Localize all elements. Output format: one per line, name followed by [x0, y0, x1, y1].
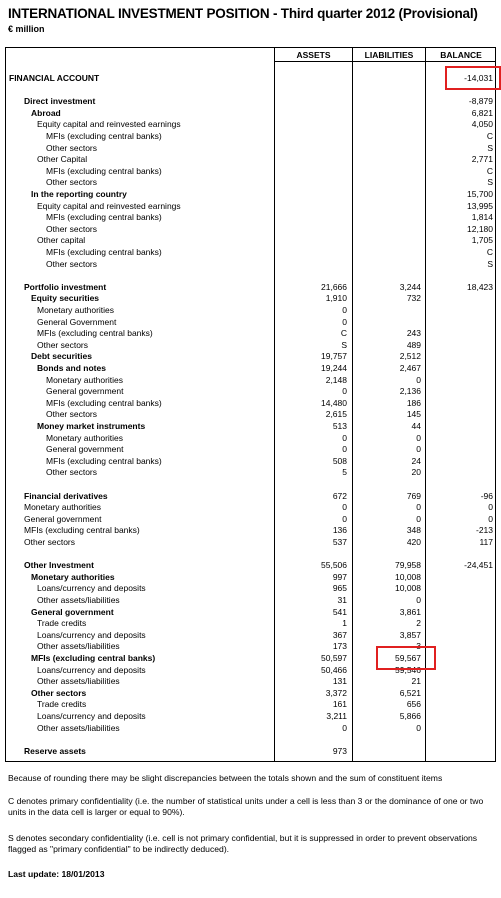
cell-balance: 0	[488, 502, 493, 513]
row-label: Other sectors	[46, 467, 98, 478]
investment-table	[5, 47, 496, 762]
cell-assets: 367	[332, 629, 347, 640]
row-label: Other sectors	[46, 409, 98, 420]
cell-liabilities: 2,136	[399, 386, 421, 397]
table-row	[6, 502, 495, 514]
row-label: Portfolio investment	[24, 281, 107, 292]
cell-assets: 0	[342, 722, 347, 733]
cell-assets: 0	[342, 444, 347, 455]
row-label: Abroad	[31, 107, 61, 118]
cell-liabilities: 0	[416, 432, 421, 443]
cell-liabilities: 0	[416, 595, 421, 605]
spacer-row	[6, 549, 495, 561]
cell-assets: 0	[342, 432, 347, 443]
cell-assets: 19,244	[321, 363, 347, 373]
cell-liabilities: 769	[406, 490, 421, 501]
cell-liabilities: 0	[416, 722, 421, 733]
row-label: MFIs (excluding central banks)	[46, 165, 162, 176]
row-label: Other sectors	[46, 142, 98, 153]
row-label: MFIs (excluding central banks)	[31, 653, 156, 663]
cell-liabilities: 2,512	[399, 351, 421, 362]
row-label: Bonds and notes	[37, 363, 106, 373]
table-row	[6, 351, 495, 363]
cell-liabilities: 21	[411, 676, 421, 687]
cell-assets: 997	[332, 571, 347, 582]
row-label: MFIs (excluding central banks)	[46, 247, 162, 257]
row-label: Other Investment	[24, 560, 94, 571]
cell-liabilities: 0	[416, 513, 421, 524]
row-label: Other assets/liabilities	[37, 722, 120, 733]
table-row	[6, 491, 495, 503]
cell-balance: 0	[488, 513, 493, 524]
cell-balance: C	[486, 165, 493, 176]
row-label: MFIs (excluding central banks)	[46, 455, 162, 466]
table-row	[6, 177, 495, 189]
row-label: MFIs (excluding central banks)	[46, 212, 162, 223]
row-label: Other sectors	[31, 687, 87, 698]
row-label: Money market instruments	[37, 421, 146, 431]
confidentiality-s-note: S denotes secondary confidentiality (i.e. cell is not primary confidential, but it is suppressed in order to prevent observations flagged as "primary confidential" to be indirectly deduced).	[8, 833, 478, 854]
cell-balance: 12,180	[467, 223, 493, 234]
cell-assets: 973	[332, 745, 347, 756]
cell-balance: -213	[475, 525, 493, 536]
cell-assets: 173	[332, 641, 347, 652]
cell-balance: 1,814	[471, 212, 493, 223]
row-label: Other sectors	[37, 339, 89, 350]
cell-assets: 55,506	[321, 560, 347, 571]
cell-assets: 50,597	[321, 653, 347, 663]
table-row	[6, 595, 495, 607]
table-row	[6, 212, 495, 224]
cell-liabilities: 3	[416, 641, 421, 652]
table-row	[6, 108, 495, 120]
cell-assets: 14,480	[321, 397, 347, 408]
col-header-liabilities: LIABILITIES	[364, 50, 414, 60]
row-label: In the reporting country	[31, 189, 127, 199]
cell-assets: 50,466	[321, 664, 347, 675]
table-row	[6, 73, 495, 85]
cell-liabilities: 6,521	[399, 687, 421, 698]
row-label: Financial derivatives	[24, 490, 108, 501]
row-label: Loans/currency and deposits	[37, 711, 146, 721]
cell-balance: S	[487, 177, 493, 188]
row-label: Direct investment	[24, 96, 96, 107]
cell-liabilities: 186	[406, 397, 421, 408]
row-label: Monetary authorities	[31, 571, 115, 582]
cell-liabilities: 732	[406, 293, 421, 304]
table-row	[6, 467, 495, 479]
row-label: Monetary authorities	[24, 502, 102, 513]
table-row	[6, 525, 495, 537]
table-row	[6, 560, 495, 572]
table-row	[6, 282, 495, 294]
row-label: Other sectors	[46, 177, 98, 188]
cell-assets: 0	[342, 502, 347, 513]
row-label: Loans/currency and deposits	[37, 664, 146, 675]
row-label: MFIs (excluding central banks)	[24, 525, 140, 536]
cell-assets: 1,910	[325, 293, 347, 304]
cell-balance: 1,705	[471, 235, 493, 246]
cell-liabilities: 59,567	[395, 653, 421, 663]
table-row	[6, 259, 495, 271]
row-label: General Government	[37, 316, 117, 327]
table-row	[6, 398, 495, 410]
cell-assets: C	[340, 328, 347, 339]
row-label: Other assets/liabilities	[37, 676, 120, 687]
row-label: Monetary authorities	[46, 374, 124, 385]
cell-assets: 131	[332, 676, 347, 687]
table-row	[6, 235, 495, 247]
table-row	[6, 96, 495, 108]
cell-assets: 537	[332, 537, 347, 547]
row-label: Debt securities	[31, 351, 92, 362]
row-label: MFIs (excluding central banks)	[37, 328, 153, 339]
cell-assets: 0	[342, 386, 347, 397]
cell-assets: 2,148	[325, 374, 347, 385]
table-row	[6, 247, 495, 259]
cell-liabilities: 3,861	[399, 606, 421, 617]
cell-balance: -24,451	[464, 560, 493, 571]
cell-liabilities: 3,244	[399, 281, 421, 292]
cell-liabilities: 0	[416, 374, 421, 385]
row-label: Trade credits	[37, 699, 87, 710]
cell-balance: 117	[479, 537, 493, 547]
table-row	[6, 583, 495, 595]
table-row	[6, 166, 495, 178]
table-row	[6, 607, 495, 619]
row-label: General government	[46, 386, 124, 397]
last-update: Last update: 18/01/2013	[8, 869, 105, 879]
row-label: Equity securities	[31, 293, 100, 304]
cell-assets: 0	[342, 305, 347, 315]
row-label: General government	[31, 606, 114, 617]
table-row	[6, 201, 495, 213]
table-row	[6, 746, 495, 758]
highlight-box	[376, 646, 436, 670]
cell-assets: 31	[337, 595, 347, 605]
table-row	[6, 699, 495, 711]
cell-liabilities: 0	[416, 444, 421, 455]
rounding-note: Because of rounding there may be slight discrepancies between the totals shown and the sum of constituent items	[8, 773, 443, 783]
cell-balance: 15,700	[467, 189, 493, 199]
cell-liabilities: 79,958	[395, 560, 421, 571]
table-row	[6, 572, 495, 584]
page-title: INTERNATIONAL INVESTMENT POSITION - Third quarter 2012 (Provisional)	[8, 6, 478, 21]
cell-assets: 508	[332, 455, 347, 466]
cell-balance: -96	[480, 490, 493, 501]
row-label: MFIs (excluding central banks)	[46, 397, 162, 408]
cell-assets: 541	[332, 606, 347, 617]
table-row	[6, 143, 495, 155]
table-row	[6, 189, 495, 201]
row-label: General government	[46, 444, 124, 455]
cell-assets: 1	[342, 618, 347, 629]
row-label: General government	[24, 513, 102, 524]
cell-liabilities: 145	[406, 409, 421, 420]
row-label: Other Capital	[37, 154, 88, 165]
row-label: Equity capital and reinvested earnings	[37, 200, 181, 211]
cell-assets: 3,211	[326, 711, 347, 721]
cell-balance: 13,995	[467, 200, 493, 211]
cell-assets: 965	[332, 583, 347, 594]
table-row	[6, 618, 495, 630]
cell-assets: 5	[342, 467, 347, 478]
cell-assets: 672	[332, 490, 347, 501]
table-row	[6, 154, 495, 166]
table-row	[6, 514, 495, 526]
cell-assets: 513	[332, 421, 347, 431]
table-row	[6, 375, 495, 387]
row-label: Loans/currency and deposits	[37, 583, 146, 594]
spacer-row	[6, 734, 495, 746]
row-label: Loans/currency and deposits	[37, 629, 146, 640]
row-label: Trade credits	[37, 618, 87, 629]
col-header-assets: ASSETS	[296, 50, 331, 60]
row-label: MFIs (excluding central banks)	[46, 131, 162, 141]
table-row	[6, 676, 495, 688]
table-row	[6, 444, 495, 456]
table-row	[6, 456, 495, 468]
table-row	[6, 317, 495, 329]
table-row	[6, 723, 495, 735]
table-row	[6, 328, 495, 340]
cell-liabilities: 10,008	[395, 571, 421, 582]
cell-liabilities: 2	[416, 618, 421, 629]
table-row	[6, 119, 495, 131]
cell-balance: -8,879	[468, 96, 493, 107]
cell-liabilities: 24	[411, 455, 421, 466]
cell-liabilities: 59,546	[395, 664, 421, 675]
cell-balance: C	[486, 247, 493, 257]
cell-assets: 3,372	[325, 687, 347, 698]
row-label: Reserve assets	[24, 745, 86, 756]
cell-liabilities: 2,467	[399, 363, 421, 373]
spacer-row	[6, 270, 495, 282]
table-row	[6, 433, 495, 445]
cell-balance: -14,031	[464, 73, 493, 83]
cell-liabilities: 420	[406, 537, 421, 547]
cell-assets: 161	[332, 699, 347, 710]
confidentiality-c-note: C denotes primary confidentiality (i.e. the number of statistical units under a cell is less than 3 or the dominance of one or two units in the data cell is larger or equal to 90%).	[8, 796, 484, 817]
row-label: Monetary authorities	[37, 305, 115, 315]
table-row	[6, 409, 495, 421]
table-row	[6, 224, 495, 236]
header-divider	[274, 61, 495, 62]
table-row	[6, 537, 495, 549]
table-row	[6, 630, 495, 642]
row-label: FINANCIAL ACCOUNT	[9, 73, 100, 83]
cell-assets: 0	[342, 316, 347, 327]
cell-balance: S	[487, 258, 493, 269]
table-row	[6, 305, 495, 317]
highlight-box	[445, 66, 501, 90]
row-label: Monetary authorities	[46, 432, 124, 443]
cell-assets: 2,615	[325, 409, 347, 420]
table-row	[6, 711, 495, 723]
table-row	[6, 421, 495, 433]
cell-liabilities: 10,008	[395, 583, 421, 594]
cell-balance: 6,821	[471, 107, 493, 118]
spacer-row	[6, 85, 495, 97]
row-label: Other sectors	[24, 537, 76, 547]
cell-liabilities: 243	[406, 328, 421, 339]
cell-assets: 0	[342, 513, 347, 524]
cell-balance: 2,771	[471, 154, 493, 165]
row-label: Other capital	[37, 235, 86, 246]
table-row	[6, 293, 495, 305]
cell-assets: 21,666	[321, 281, 347, 292]
table-row	[6, 386, 495, 398]
cell-assets: 19,757	[321, 351, 347, 362]
table-row	[6, 688, 495, 700]
cell-balance: C	[486, 131, 493, 141]
cell-balance: 18,423	[467, 281, 493, 292]
cell-liabilities: 348	[406, 525, 421, 536]
unit-label: € million	[8, 24, 45, 34]
row-label: Other assets/liabilities	[37, 641, 120, 652]
table-row	[6, 363, 495, 375]
cell-liabilities: 44	[411, 421, 421, 431]
cell-liabilities: 0	[416, 502, 421, 513]
cell-liabilities: 656	[406, 699, 421, 710]
cell-liabilities: 20	[411, 467, 421, 478]
cell-assets: S	[341, 339, 347, 350]
table-row	[6, 131, 495, 143]
spacer-row	[6, 479, 495, 491]
row-label: Other assets/liabilities	[37, 595, 120, 605]
table-row	[6, 340, 495, 352]
row-label: Other sectors	[46, 223, 98, 234]
cell-liabilities: 5,866	[399, 711, 421, 721]
cell-liabilities: 489	[406, 339, 421, 350]
row-label: Equity capital and reinvested earnings	[37, 119, 181, 130]
cell-balance: S	[487, 142, 493, 153]
cell-liabilities: 3,857	[399, 629, 421, 640]
cell-balance: 4,050	[471, 119, 493, 130]
col-header-balance: BALANCE	[440, 50, 482, 60]
row-label: Other sectors	[46, 258, 98, 269]
cell-assets: 136	[332, 525, 347, 536]
